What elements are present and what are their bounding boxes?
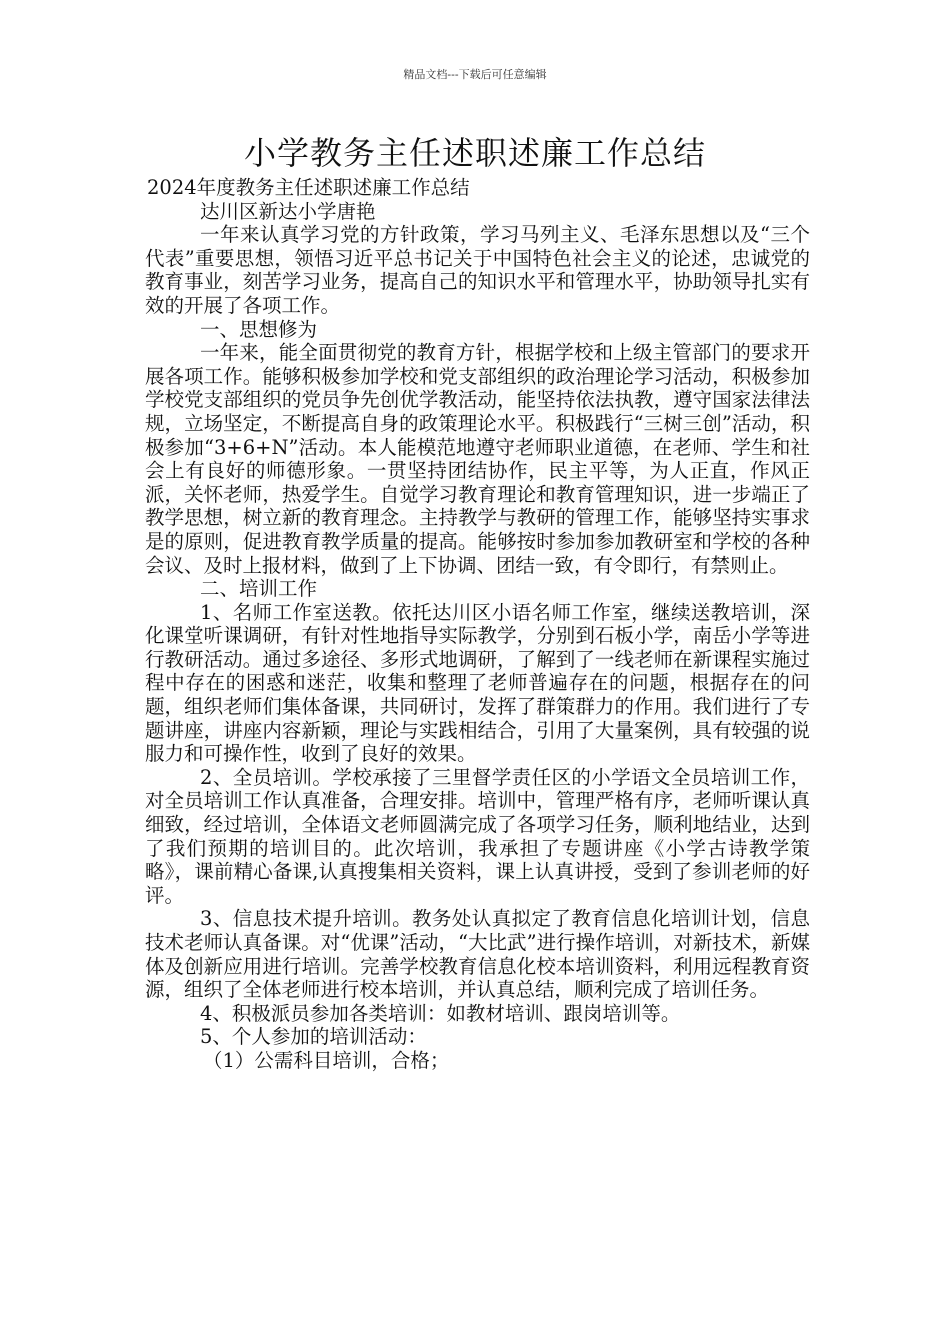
author-line: 达川区新达小学唐艳 bbox=[200, 199, 376, 223]
document-body bbox=[145, 176, 810, 1073]
training-item-3: 3、信息技术提升培训。教务处认真拟定了教育信息化培训计划，信息技术老师认真备课。对“优课”活动，“大比武”进行操作培训，对新技术，新媒体及创新应用进行培训。完善学校教育信息化校本培训资料，利用远程教育资源，组织了全体老师进行校本培训，并认真总结，顺利完成了培训任务。 bbox=[145, 907, 810, 1002]
training-item-4: 4、积极派员参加各类培训：如教材培训、跟岗培训等。 bbox=[200, 1001, 681, 1025]
intro-paragraph: 一年来认真学习党的方针政策，学习马列主义、毛泽东思想以及“三个代表”重要思想，领悟习近平总书记关于中国特色社会主义的论述，忠诚党的教育事业，刻苦学习业务，提高自己的知识水平和管理水平，协助领导扎实有效的开展了各项工作。 bbox=[145, 223, 810, 317]
section-heading-training: 二、培训工作 bbox=[200, 577, 318, 601]
header-note: 精品文档---下载后可任意编辑 bbox=[403, 68, 547, 81]
training-item-2: 2、全员培训。学校承接了三里督学责任区的小学语文全员培训工作，对全员培训工作认真准备，合理安排。培训中，管理严格有序，老师听课认真细致，经过培训，全体语文老师圆满完成了各项学习任务，顺利地结业，达到了我们预期的培训目的。此次培训，我承担了专题讲座《小学古诗教学策略》，课前精心备课,认真搜集相关资料，课上认真讲授，受到了参训老师的好评。 bbox=[145, 765, 810, 907]
training-item-5: 5、个人参加的培训活动： bbox=[200, 1025, 427, 1049]
section-paragraph-ideology: 一年来，能全面贯彻党的教育方针，根据学校和上级主管部门的要求开展各项工作。能够积极参加学校和党支部组织的政治理论学习活动，积极参加学校党支部组织的党员争先创优学教活动，能坚持依法执教，遵守国家法律法规，立场坚定，不断提高自身的政策理论水平。积极践行“三树三创”活动，积极参加“3+6+N”活动。本人能模范地遵守老师职业道德，在老师、学生和社会上有良好的师德形象。一贯坚持团结协作，民主平等，为人正直，作风正派，关怀老师，热爱学生。自觉学习教育理论和教育管理知识，进一步端正了教学思想，树立新的教育理念。主持教学与教研的管理工作，能够坚持实事求是的原则，促进教育教学质量的提高。能够按时参加参加教研室和学校的各种会议、及时上报材料，做到了上下协调、团结一致，有令即行，有禁则止。 bbox=[145, 341, 810, 577]
training-item-5-1: （1）公需科目培训，合格； bbox=[203, 1048, 450, 1072]
document-title: 小学教务主任述职述廉工作总结 bbox=[243, 134, 706, 172]
section-heading-ideology: 一、思想修为 bbox=[200, 317, 318, 341]
document-subtitle: 2024年度教务主任述职述廉工作总结 bbox=[147, 176, 470, 199]
training-item-1: 1、名师工作室送教。依托达川区小语名师工作室，继续送教培训，深化课堂听课调研，有针对性地指导实际教学，分别到石板小学，南岳小学等进行教研活动。通过多途径、多形式地调研，了解到了一线老师在新课程实施过程中存在的困惑和迷茫，收集和整理了老师普遍存在的问题，根据存在的问题，组织老师们集体备课，共同研讨，发挥了群策群力的作用。我们进行了专题讲座，讲座内容新颖，理论与实践相结合，引用了大量案例，具有较强的说服力和可操作性，收到了良好的效果。 bbox=[145, 600, 810, 766]
